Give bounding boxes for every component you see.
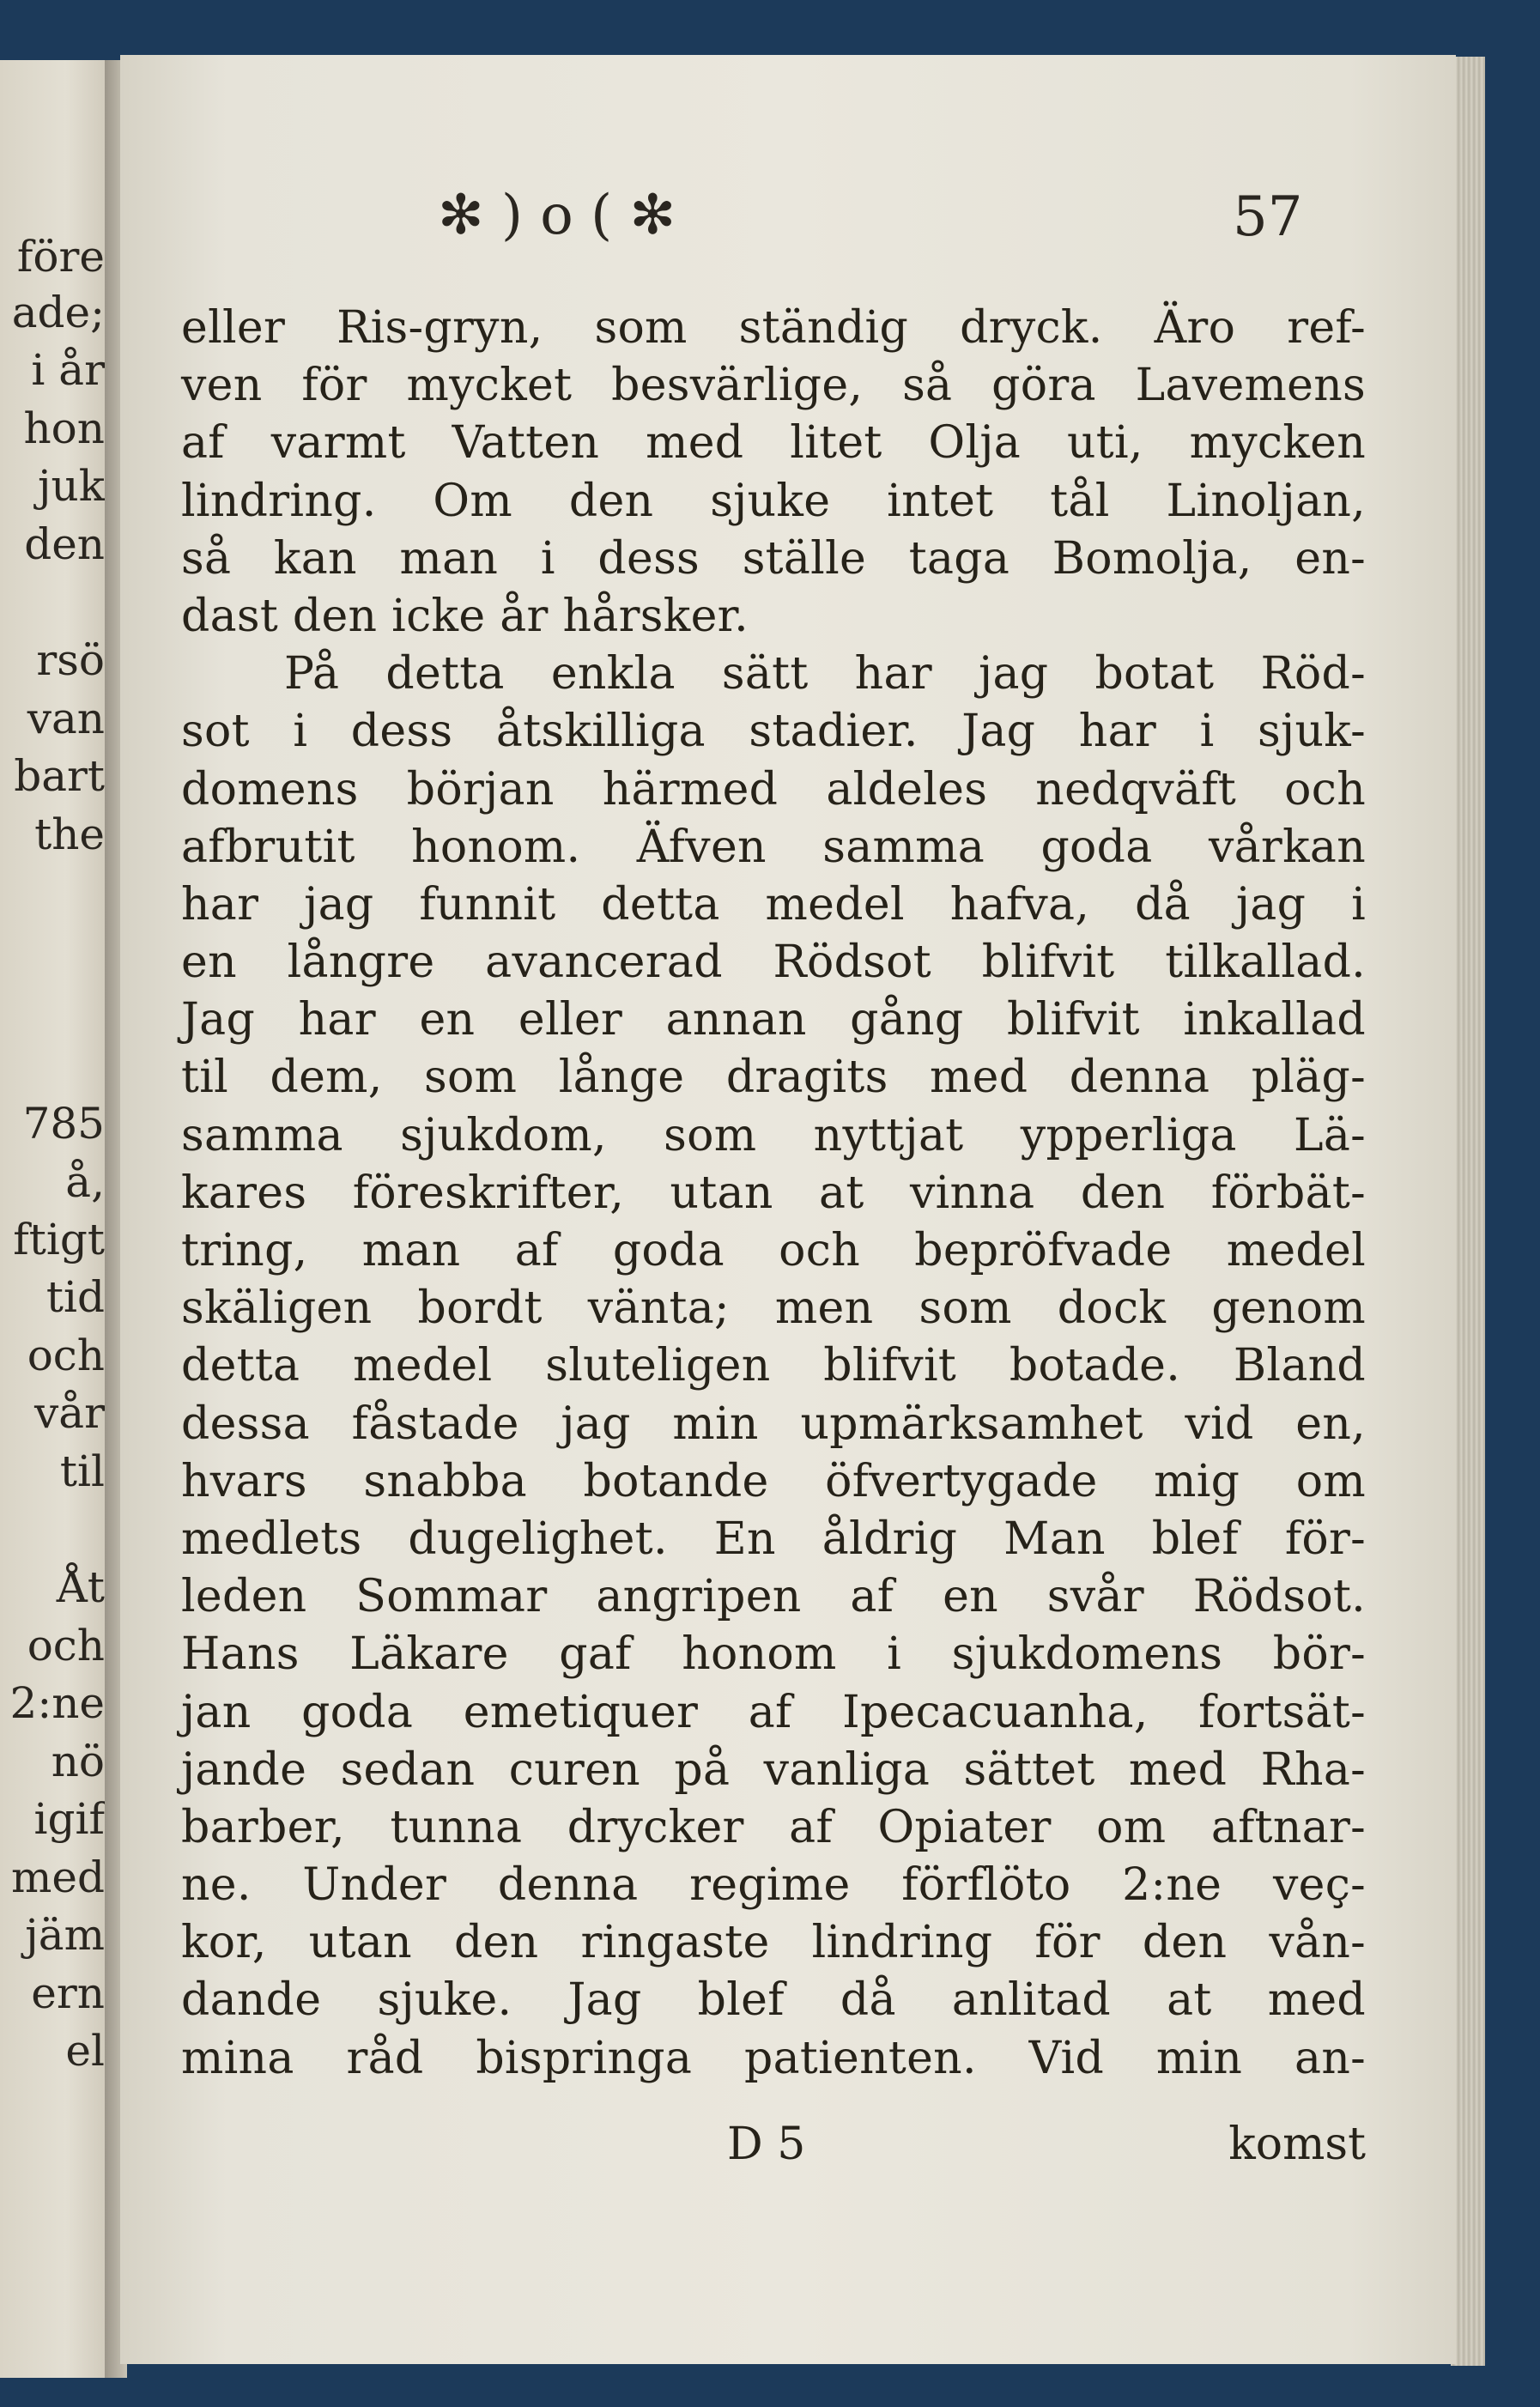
body-text [181, 300, 1366, 2088]
text-line: domens början härmed aldeles nedqväft och [181, 763, 1366, 815]
left-page-text-fragment: hon [23, 403, 105, 453]
left-page-text-fragment: 785 [22, 1099, 105, 1149]
text-line: samma sjukdom, som nyttjat ypperliga Lä- [181, 1109, 1366, 1161]
left-page-text-fragment: ern [31, 1968, 105, 2018]
signature-mark: D 5 [727, 2119, 806, 2170]
text-line: en långre avancerad Rödsot blifvit tilkallad. [181, 937, 1366, 989]
text-line: Hans Läkare gaf honom i sjukdomens bör- [181, 1628, 1366, 1681]
text-line: skäligen bordt vänta; men som dock genom [181, 1282, 1366, 1335]
left-page-text-fragment: ftigt [13, 1215, 105, 1264]
text-line: har jag funnit detta medel hafva, då jag i [181, 878, 1366, 931]
text-line: Jag har en eller annan gång blifvit inkallad [181, 994, 1366, 1046]
page-number: 57 [1233, 185, 1303, 249]
text-line: dande sjuke. Jag blef då anlitad at med [181, 1974, 1366, 2027]
text-line: På detta enkla sätt har jag botat Röd- [284, 648, 1366, 700]
catchword: komst [1228, 2119, 1366, 2170]
left-page-text-fragment: Åt [56, 1562, 105, 1612]
previous-page-fragment [0, 60, 110, 2378]
text-line: så kan man i dess ställe taga Bomolja, en- [181, 532, 1366, 585]
text-line: hvars snabba botande öfvertygade mig om [181, 1455, 1366, 1507]
book-page [120, 55, 1456, 2364]
left-page-text-fragment: och [27, 1331, 105, 1380]
text-line: dessa fåstade jag min upmärksamhet vid en, [181, 1398, 1366, 1450]
left-page-text-fragment: tid [45, 1272, 105, 1322]
left-page-text-fragment: van [27, 694, 105, 743]
page-edges [1451, 57, 1485, 2366]
text-line: detta medel sluteligen blifvit botade. Bland [181, 1340, 1366, 1392]
text-line: tring, man af goda och bepröfvade medel [181, 1225, 1366, 1276]
text-line: jande sedan curen på vanliga sättet med Rha- [181, 1743, 1366, 1796]
left-page-text-fragment: i år [31, 345, 105, 395]
text-line: til dem, som långe dragits med denna pläg- [181, 1052, 1366, 1104]
left-page-text-fragment: jäm [25, 1910, 105, 1960]
text-line: af varmt Vatten med litet Olja uti, mycken [181, 417, 1366, 470]
left-page-text-fragment: den [24, 519, 105, 569]
text-line: kor, utan den ringaste lindring för den vån- [181, 1917, 1366, 1969]
left-page-text-fragment: til [59, 1446, 105, 1496]
left-page-text-fragment: vår [34, 1388, 105, 1438]
left-page-text-fragment: 2:ne [9, 1678, 105, 1728]
left-page-text-fragment: å, [65, 1157, 105, 1207]
left-page-text-fragment: nö [51, 1737, 105, 1786]
left-page-text-fragment: the [34, 809, 105, 859]
text-line: barber, tunna drycker af Opiater om aftnar- [181, 1801, 1366, 1853]
text-line: jan goda emetiquer af Ipecacuanha, fortsät- [181, 1686, 1366, 1738]
left-page-text-fragment: juk [37, 461, 105, 511]
text-line: eller Ris-gryn, som ständig dryck. Äro ref- [181, 302, 1366, 354]
text-line: leden Sommar angripen af en svår Rödsot. [181, 1571, 1366, 1623]
left-page-text-fragment: rsö [36, 635, 105, 685]
text-line: dast den icke år hårsker. [181, 590, 749, 642]
text-line: sot i dess åtskilliga stadier. Jag har i sjuk- [181, 706, 1366, 758]
text-line: ven för mycket besvärlige, så göra Lavemens [181, 360, 1366, 412]
text-line: afbrutit honom. Äfven samma goda vårkan [181, 821, 1366, 873]
text-line: medlets dugelighet. En åldrig Man blef för- [181, 1513, 1366, 1565]
left-page-text-fragment: bart [14, 751, 105, 801]
left-page-text-fragment: igif [33, 1794, 105, 1844]
left-page-text-fragment: och [27, 1621, 105, 1670]
left-page-text-fragment: före [16, 232, 105, 282]
header-ornament: ✻ ) o ( ✻ [438, 184, 676, 247]
text-line: mina råd bispringa patienten. Vid min an- [181, 2032, 1366, 2084]
text-line: ne. Under denna regime förflöto 2:ne veç- [181, 1859, 1366, 1912]
left-page-text-fragment: el [65, 2026, 105, 2076]
page-footer [181, 2119, 1366, 2179]
left-page-text-fragment: med [10, 1852, 105, 1902]
running-header [120, 184, 1456, 270]
text-line: kares föreskrifter, utan at vinna den förbät- [181, 1167, 1366, 1219]
left-page-text-fragment: ade; [11, 288, 105, 337]
text-line: lindring. Om den sjuke intet tål Linoljan, [181, 475, 1366, 527]
